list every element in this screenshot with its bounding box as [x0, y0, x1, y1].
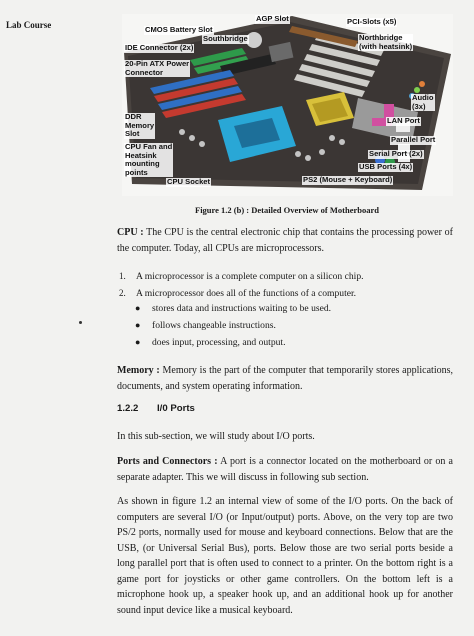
- label-pci-slots: PCI-Slots (x5): [347, 17, 397, 26]
- ports-text: A port is a connector located on the motherboard or on a separate adapter. This we will discuss in following sub section.: [117, 456, 453, 483]
- section-number: 1.2.2: [117, 403, 139, 414]
- section-heading: [117, 403, 195, 414]
- closing-paragraph: As shown in figure 1.2 an internal view of some of the I/O ports. On the back of computers are several I/O (or Input/output) ports. Above, on the very top are two PS/2 ports, normally used for mouse and keyboard connections. Below that are the USB, (or Universal Serial Bus), ports. Below those are two serial ports beside a long parallel port that is often used to connect to a printer. On the bottom right is a game port for joysticks or other game controllers. On the bottom left is a microphone hook up, a speaker hook up, and an additional hook up for another sound input device like a musical keyboard.: [117, 496, 453, 616]
- label-ps2: PS2 (Mouse + Keyboard): [303, 175, 393, 184]
- cpu-text: The CPU is the central electronic chip that contains the processing power of the computer. Today, all CPUs are microprocessors.: [117, 227, 453, 254]
- bullet-marker: ●: [135, 320, 141, 330]
- bullet-marker: ●: [135, 303, 141, 313]
- memory-paragraph: [117, 363, 453, 394]
- motherboard-figure: [122, 14, 453, 196]
- list-number-2: 2.: [119, 288, 126, 298]
- label-cpu-socket: CPU Socket: [167, 177, 211, 186]
- label-parallel-port: Parallel Port: [391, 135, 436, 144]
- bullet-marker: ●: [135, 337, 141, 347]
- bullet-item-2: follows changeable instructions.: [152, 320, 276, 331]
- label-northbridge: Northbridge (with heatsink): [359, 33, 413, 51]
- cpu-term: CPU :: [117, 227, 144, 238]
- ports-paragraph: [117, 454, 453, 485]
- memory-term: Memory :: [117, 365, 160, 376]
- list-item-1: A microprocessor is a complete computer on a silicon chip.: [136, 271, 364, 282]
- label-ddr-memory: DDR Memory Slot: [125, 112, 155, 139]
- label-usb-ports: USB Ports (4x): [359, 162, 413, 171]
- label-southbridge: Southbridge: [203, 34, 248, 43]
- label-cpu-fan: CPU Fan and Heatsink mounting points: [125, 142, 173, 177]
- running-head: Lab Course: [6, 20, 52, 30]
- label-cmos-battery: CMOS Battery Slot: [145, 25, 213, 34]
- label-agp-slot: AGP Slot: [256, 14, 289, 23]
- margin-mark: [79, 321, 82, 324]
- label-audio: Audio (3x): [412, 93, 434, 111]
- list-number-1: 1.: [119, 271, 126, 281]
- label-lan-port: LAN Port: [387, 116, 420, 125]
- label-atx-power: 20-Pin ATX Power Connector: [125, 59, 190, 77]
- memory-text: Memory is the part of the computer that temporarily stores applications, documents, and system operating information.: [117, 365, 453, 392]
- bullet-item-1: stores data and instructions waiting to be used.: [152, 303, 332, 314]
- section-title: I/0 Ports: [157, 403, 195, 414]
- figure-caption: Figure 1.2 (b) : Detailed Overview of Motherboard: [195, 205, 379, 215]
- ports-term: Ports and Connectors :: [117, 456, 218, 467]
- cpu-paragraph: [117, 225, 453, 256]
- bullet-item-3: does input, processing, and output.: [152, 337, 286, 348]
- intro-paragraph: In this sub-section, we will study about I/O ports.: [117, 431, 315, 442]
- label-serial-port: Serial Port (2x): [369, 149, 423, 158]
- label-ide-connector: IDE Connector (2x): [125, 43, 194, 52]
- list-item-2: A microprocessor does all of the functions of a computer.: [136, 288, 357, 299]
